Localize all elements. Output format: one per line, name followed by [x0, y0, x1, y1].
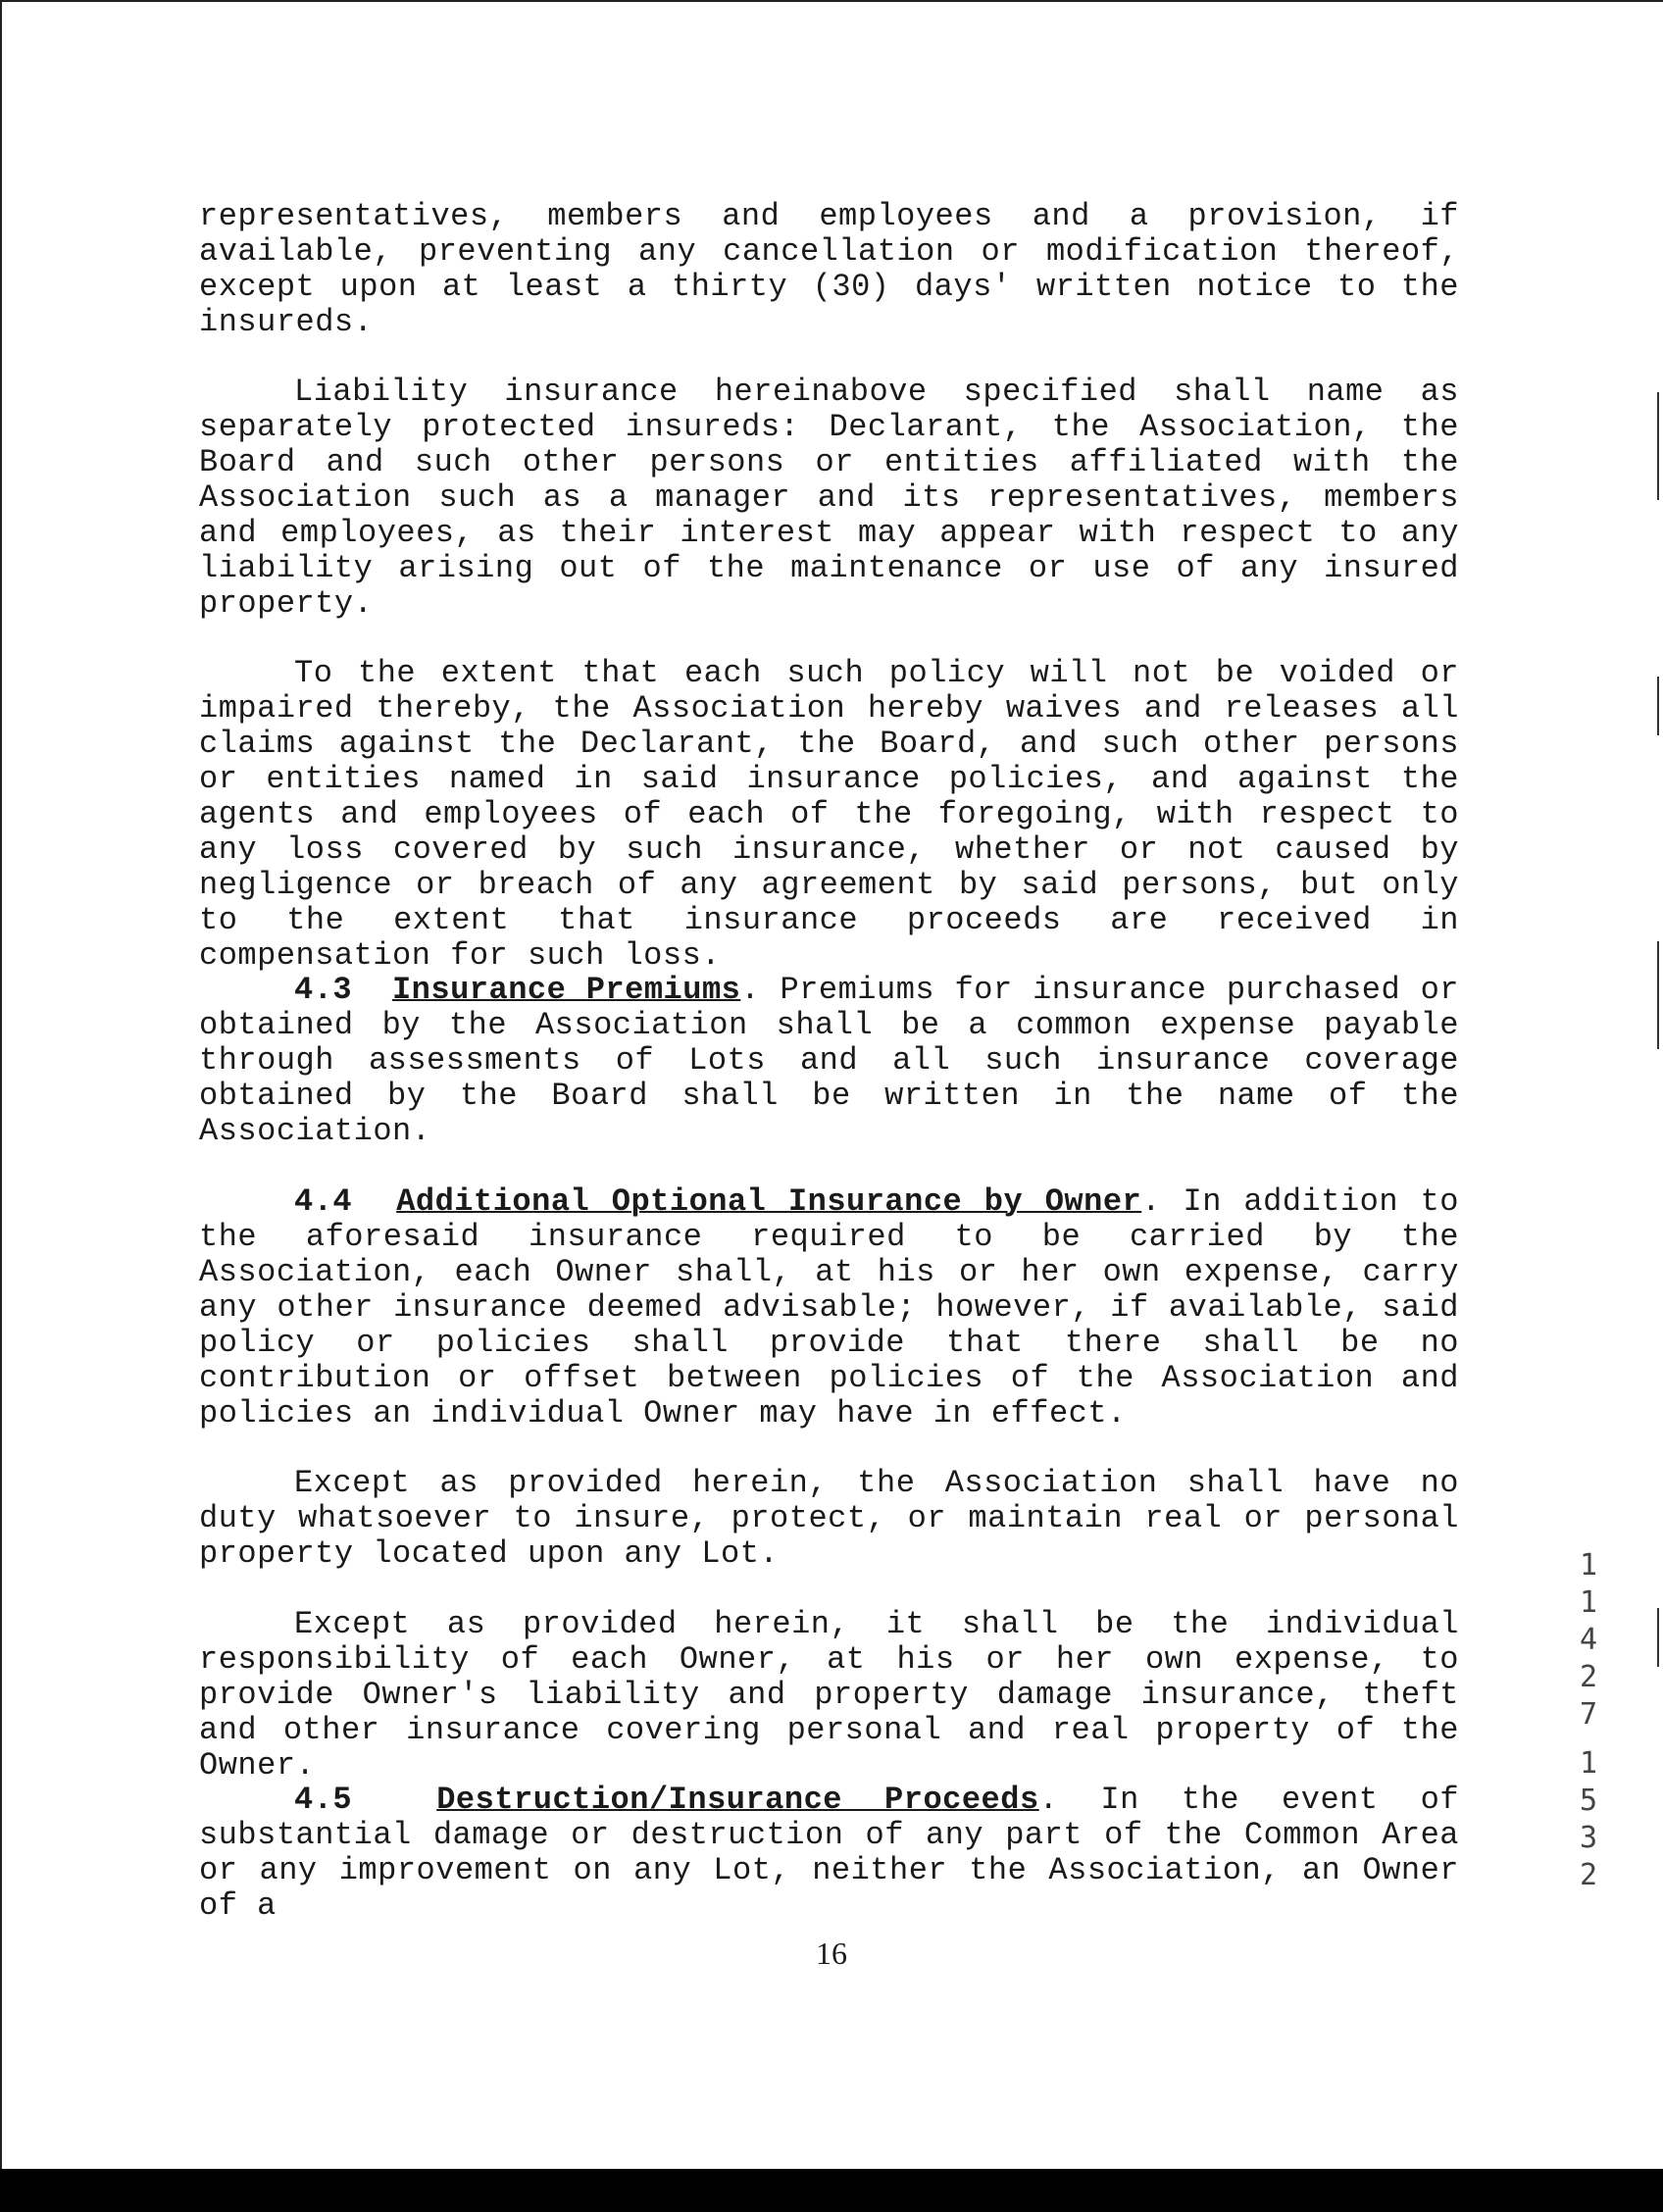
paragraph-continuation	[199, 199, 1459, 340]
scan-bottom-bar	[0, 2169, 1663, 2212]
section-number: 4.4	[294, 1183, 353, 1220]
section-text: . Premiums for insurance purchased or obtained by the Association shall be a common expense payable through assessments of Lots and all such insurance coverage obtained by the Board shall be written in the name of the Association.	[199, 972, 1460, 1149]
stamp-digit: 1	[1579, 1548, 1598, 1583]
scan-edge-mark	[1657, 1608, 1659, 1667]
stamp-digit: 2	[1579, 1858, 1598, 1892]
section-4-3	[199, 973, 1459, 1149]
stamp-digit: 2	[1579, 1660, 1598, 1694]
stamp-digit: 4	[1579, 1623, 1598, 1657]
stamp-digit: 1	[1579, 1585, 1598, 1620]
section-number: 4.3	[294, 972, 353, 1008]
section-text: . In addition to the aforesaid insurance required to be carried by the Association, each Owner shall, at his or her own expense, carry any other insurance deemed advisable; however, if available, said policy or policies shall provide that there shall be no contribution or offset between policies of the Association and policies an individual Owner may have in effect.	[199, 1183, 1460, 1432]
section-4-5	[199, 1783, 1459, 1924]
paragraph-text: Except as provided herein, the Association shall have no duty whatsoever to insure, protect, or maintain real or personal property located upon any Lot.	[199, 1465, 1459, 1572]
paragraph-no-duty	[199, 1466, 1459, 1572]
paragraph-text: representatives, members and employees and a provision, if available, preventing any cancellation or modification thereof, except upon at least a thirty (30) days' written notice to the insureds.	[199, 198, 1459, 340]
stamp-digit: 5	[1579, 1784, 1598, 1818]
section-number: 4.5	[294, 1782, 353, 1818]
scan-edge-mark	[1657, 677, 1659, 735]
paragraph-text: To the extent that each such policy will not be voided or impaired thereby, the Association hereby waives and releases all claims against the Declarant, the Board, and such other persons or entities named in said insurance policies, and against the agents and employees of each of the foregoing, with respect to any loss covered by such insurance, whether or not caused by negligence or breach of any agreement by said persons, but only to the extent that insurance proceeds are received in compensation for such loss.	[199, 655, 1459, 974]
paragraph-text: Except as provided herein, it shall be the individual responsibility of each Owner, at his or her own expense, to provide Owner's liability and property damage insurance, theft and other insurance covering personal and real property of the Owner.	[199, 1606, 1459, 1784]
section-title: Additional Optional Insurance by Owner	[396, 1183, 1142, 1220]
paragraph-liability	[199, 375, 1459, 622]
paragraph-owner-responsibility	[199, 1607, 1459, 1784]
stamp-digit: 1	[1579, 1746, 1598, 1781]
recording-stamp-page	[1569, 1745, 1608, 1894]
paragraph-text: Liability insurance hereinabove specified shall name as separately protected insureds: Declarant, the Association, the Board and such other persons or entities affiliated with the Association such as a manager and its representatives, members and employees, as their interest may appear with respect to any liability arising out of the maintenance or use of any insured property.	[199, 374, 1459, 622]
section-4-4	[199, 1184, 1459, 1432]
scan-edge-mark	[1657, 392, 1659, 500]
stamp-digit: 7	[1579, 1697, 1598, 1732]
paragraph-waiver	[199, 656, 1459, 974]
section-title: Destruction/Insurance Proceeds	[436, 1782, 1039, 1818]
scan-edge-mark	[1657, 941, 1659, 1049]
section-text: . In the event of substantial damage or destruction of any part of the Common Area or any improvement on any Lot, neither the Association, an Owner of a	[199, 1782, 1460, 1924]
page-number: 16	[816, 1936, 847, 1971]
stamp-digit: 3	[1579, 1821, 1598, 1855]
section-title: Insurance Premiums	[391, 972, 741, 1008]
scan-border-left	[0, 0, 2, 2169]
recording-stamp-book	[1569, 1547, 1608, 1734]
scan-border-top	[0, 0, 1663, 2]
